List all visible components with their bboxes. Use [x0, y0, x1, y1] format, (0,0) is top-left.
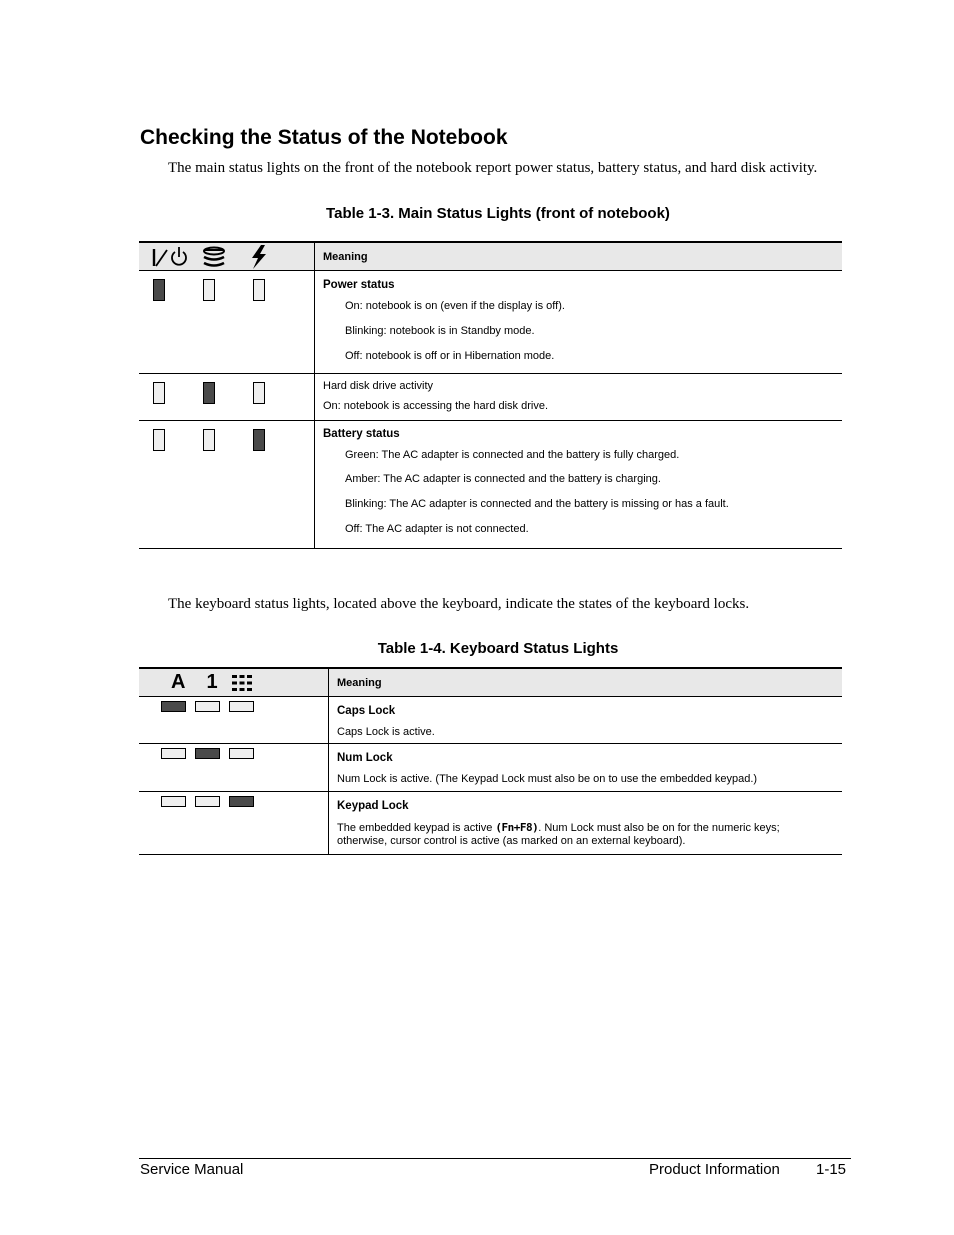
power-led	[153, 429, 165, 451]
hard-disk-icon	[201, 246, 227, 268]
row-title: Power status	[323, 279, 395, 291]
row-title: Keypad Lock	[337, 800, 409, 812]
table-row	[139, 744, 842, 792]
meaning-header: Meaning	[329, 668, 843, 697]
power-led	[153, 279, 165, 301]
power-icon	[151, 246, 191, 268]
num-lock-led	[195, 796, 220, 807]
keypad-lock-led	[229, 796, 254, 807]
row-line: On: notebook is on (even if the display is off).	[345, 300, 565, 312]
led-indicators	[139, 271, 315, 374]
status-icons-header	[139, 242, 315, 271]
disk-led	[203, 279, 215, 301]
row-line: Amber: The AC adapter is connected and the battery is charging.	[345, 473, 661, 485]
meaning-cell	[329, 744, 843, 792]
row-line: Blinking: notebook is in Standby mode.	[345, 325, 535, 337]
meaning-cell	[315, 374, 843, 421]
page-title: Checking the Status of the Notebook	[140, 126, 508, 149]
meaning-header: Meaning	[315, 242, 843, 271]
row-title: Num Lock	[337, 752, 393, 764]
disk-led	[203, 429, 215, 451]
led-indicators	[139, 697, 329, 744]
caps-lock-led	[161, 796, 186, 807]
led-indicators	[139, 792, 329, 855]
caps-lock-led	[161, 748, 186, 759]
num-lock-led	[195, 701, 220, 712]
table-row	[139, 271, 842, 374]
disk-led	[203, 382, 215, 404]
table-1-4-caption: Table 1-4. Keyboard Status Lights	[377, 640, 619, 657]
row-title: Battery status	[323, 428, 400, 440]
keyboard-status-lights-table	[139, 667, 842, 855]
footer-page-number: 1-15	[816, 1161, 847, 1178]
row-line: Off: The AC adapter is not connected.	[345, 523, 529, 535]
row-desc: The embedded keypad is active (Fn+F8). Num Lock must also be on for the numeric keys; otherwise, cursor control is active (as marked on an external keyboard).	[337, 821, 780, 847]
meaning-cell	[329, 697, 843, 744]
main-status-lights-table	[139, 241, 842, 549]
led-indicators	[139, 374, 315, 421]
table-1-3-caption: Table 1-3. Main Status Lights (front of notebook)	[326, 205, 670, 222]
led-indicators	[139, 421, 315, 549]
num-lock-icon: 1	[206, 671, 218, 693]
row-title: Caps Lock	[337, 705, 396, 717]
meaning-cell	[315, 271, 843, 374]
table-row	[139, 374, 842, 421]
keyboard-intro-paragraph: The keyboard status lights, located above the keyboard, indicate the states of the keyboard locks.	[168, 596, 750, 612]
table-row	[139, 421, 842, 549]
footer-manual-title: Service Manual	[140, 1161, 244, 1178]
power-led	[153, 382, 165, 404]
table-row	[139, 792, 842, 855]
row-title: Hard disk drive activity	[323, 380, 434, 392]
row-line: Blinking: The AC adapter is connected and the battery is missing or has a fault.	[345, 498, 729, 510]
row-line: Off: notebook is off or in Hibernation mode.	[345, 350, 555, 362]
row-desc: Num Lock is active. (The Keypad Lock must also be on to use the embedded keypad.)	[337, 773, 758, 785]
row-desc: Caps Lock is active.	[337, 726, 435, 738]
intro-paragraph: The main status lights on the front of the notebook report power status, battery status, and hard disk activity.	[168, 160, 818, 176]
led-indicators	[139, 744, 329, 792]
num-lock-led	[195, 748, 220, 759]
footer-rule	[139, 1158, 851, 1159]
row-line: Green: The AC adapter is connected and the battery is fully charged.	[345, 449, 680, 461]
meaning-cell	[315, 421, 843, 549]
battery-charge-icon	[249, 245, 269, 269]
keypad-grid-icon	[231, 674, 253, 692]
battery-led	[253, 382, 265, 404]
battery-led	[253, 279, 265, 301]
battery-led	[253, 429, 265, 451]
keyboard-icons-header	[139, 668, 329, 697]
row-line: On: notebook is accessing the hard disk drive.	[323, 400, 549, 412]
keypad-lock-led	[229, 748, 254, 759]
shortcut-key: (Fn+F8)	[495, 821, 539, 834]
footer-section: Product Information	[649, 1161, 780, 1178]
meaning-cell	[329, 792, 843, 855]
table-row	[139, 697, 842, 744]
caps-lock-led	[161, 701, 186, 712]
caps-lock-icon: A	[171, 671, 186, 693]
keypad-lock-led	[229, 701, 254, 712]
